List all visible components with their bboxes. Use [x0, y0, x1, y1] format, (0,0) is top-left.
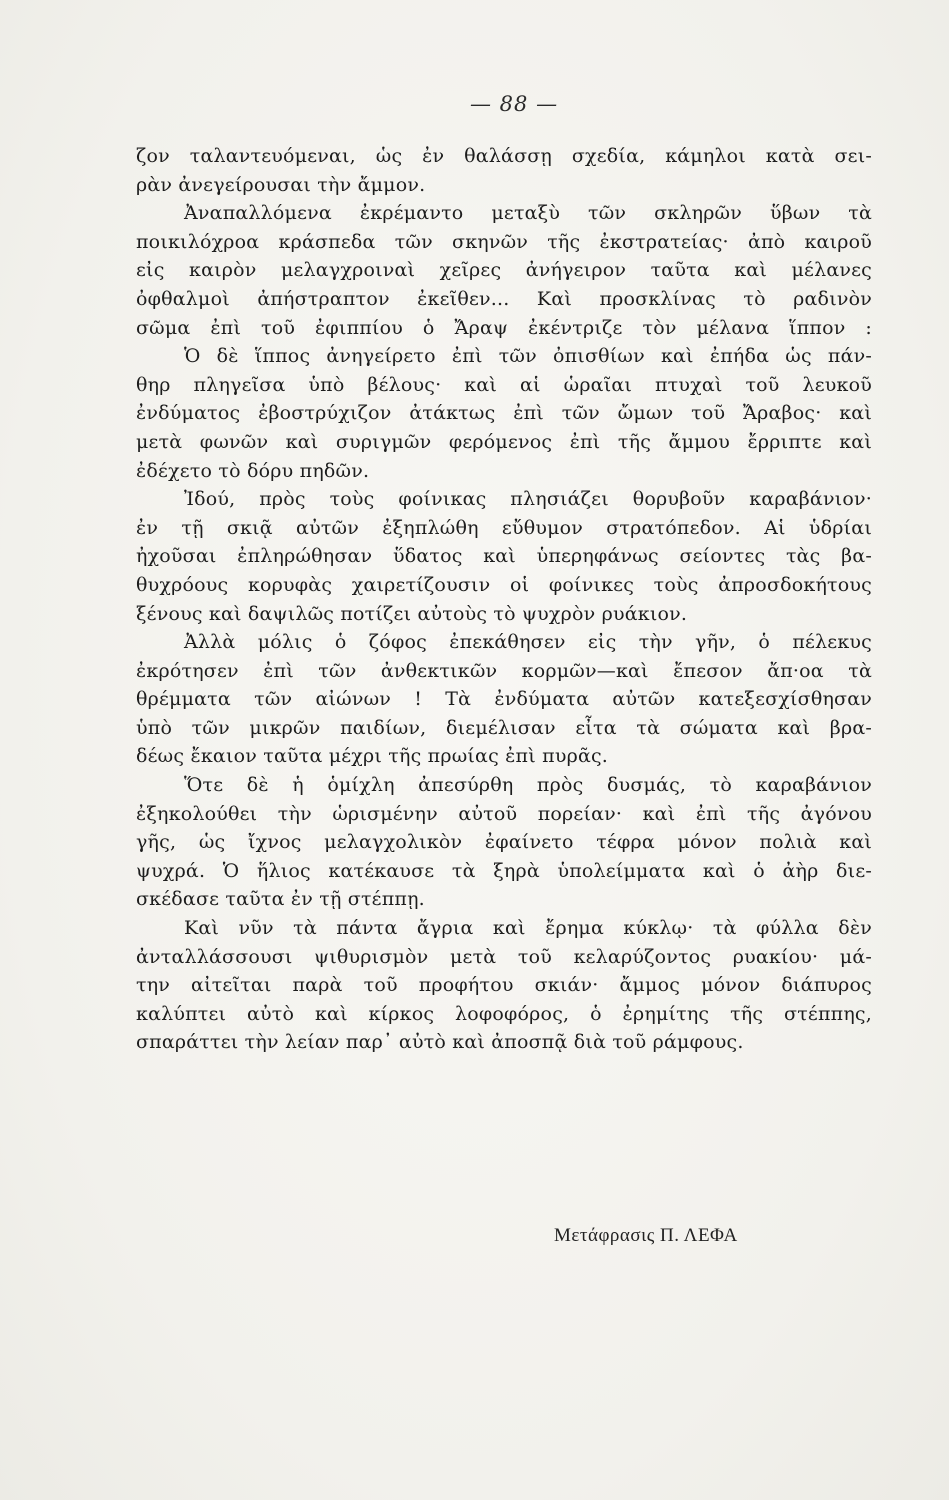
text-line: θρέμματα τῶν αἰώνων ! Τὰ ἐνδύματα αὐτῶν κατεξεσχίσθησαν — [136, 688, 872, 711]
page-number: — 88 — — [470, 92, 559, 116]
text-line: ἐν τῇ σκιᾷ αὐτῶν ἐξηπλώθη εὔθυμον στρατόπεδον. Αἱ ὑδρίαι — [136, 516, 872, 539]
text-line: θυχρόους κορυφὰς χαιρετίζουσιν οἱ φοίνικες τοὺς ἀπροσδοκήτους — [136, 573, 872, 596]
text-line: μετὰ φωνῶν καὶ συριγμῶν φερόμενος ἐπὶ τῆς ἄμμου ἔρριπτε καὶ — [136, 430, 872, 453]
text-line: την αἰτεῖται παρὰ τοῦ προφήτου σκιάν· ἄμμος μόνον διάπυρος — [136, 974, 872, 997]
paragraph-start-line: Ὁ δὲ ἵππος ἀνηγείρετο ἐπὶ τῶν ὀπισθίων καὶ ἐπήδα ὡς πάν- — [184, 345, 872, 368]
paragraph-start-line: Ἰδού, πρὸς τοὺς φοίνικας πλησιάζει θορυβοῦν καραβάνιον· — [184, 488, 872, 511]
text-line: ἐνδύματος ἐβοστρύχιζον ἀτάκτως ἐπὶ τῶν ὤμων τοῦ Ἄραβος· καὶ — [136, 402, 872, 425]
paragraph-start-line: Ἀλλὰ μόλις ὁ ζόφος ἐπεκάθησεν εἰς τὴν γῆν, ὁ πέλεκυς — [184, 631, 872, 654]
text-line: θηρ πληγεῖσα ὑπὸ βέλους· καὶ αἱ ὡραῖαι πτυχαὶ τοῦ λευκοῦ — [136, 373, 872, 396]
paragraph-start-line: Ἀναπαλλόμενα ἐκρέμαντο μεταξὺ τῶν σκληρῶν ὕβων τὰ — [184, 202, 872, 225]
text-line: καλύπτει αὐτὸ καὶ κίρκος λοφοφόρος, ὁ ἐρημίτης τῆς στέππης, — [136, 1002, 872, 1025]
text-line: ὑπὸ τῶν μικρῶν παιδίων, διεμέλισαν εἶτα τὰ σώματα καὶ βρα- — [136, 716, 872, 739]
text-line: γῆς, ὡς ἴχνος μελαγχολικὸν ἐφαίνετο τέφρα μόνον πολιὰ καὶ — [136, 831, 872, 854]
text-line: ξένους καὶ δαψιλῶς ποτίζει αὐτοὺς τὸ ψυχρὸν ρυάκιον. — [136, 602, 688, 625]
text-line: ζον ταλαντευόμεναι, ὡς ἐν θαλάσσῃ σχεδία, κάμηλοι κατὰ σει- — [136, 145, 872, 167]
text-line: ἀνταλλάσσουσι ψιθυρισμὸν μετὰ τοῦ κελαρύζοντος ρυακίου· μά- — [136, 945, 872, 968]
body-text — [136, 142, 872, 1057]
text-line: ἐδέχετο τὸ δόρυ πηδῶν. — [136, 459, 370, 482]
text-line: ἐκρότησεν ἐπὶ τῶν ἀνθεκτικῶν κορμῶν—καὶ ἔπεσον ἄπ·οα τὰ — [136, 659, 872, 682]
paragraph-start-line: Ὅτε δὲ ἡ ὁμίχλη ἀπεσύρθη πρὸς δυσμάς, τὸ καραβάνιον — [184, 774, 872, 797]
text-line: εἰς καιρὸν μελαγχροιναὶ χεῖρες ἀνήγειρον ταῦτα καὶ μέλανες — [136, 259, 872, 282]
text-line: ψυχρά. Ὁ ἥλιος κατέκαυσε τὰ ξηρὰ ὑπολείμματα καὶ ὁ ἀὴρ διε- — [136, 859, 872, 882]
text-line: ὀφθαλμοὶ ἀπήστραπτον ἐκεῖθεν... Καὶ προσκλίνας τὸ ραδινὸν — [136, 287, 872, 310]
text-line: σπαράττει τὴν λείαν παρ᾽ αὐτὸ καὶ ἀποσπᾷ διὰ τοῦ ράμφους. — [136, 1031, 744, 1054]
translator-signature: Μετάφρασις Π. ΛΕΦΑ — [554, 1225, 738, 1246]
text-line: δέως ἔκαιον ταῦτα μέχρι τῆς πρωίας ἐπὶ πυρᾶς. — [136, 745, 609, 768]
text-line: ἠχοῦσαι ἐπληρώθησαν ὕδατος καὶ ὑπερηφάνως σείοντες τὰς βα- — [136, 545, 872, 568]
text-line: ρὰν ἀνεγείρουσαι τὴν ἄμμον. — [136, 173, 426, 196]
text-line: σκέδασε ταῦτα ἐν τῇ στέππῃ. — [136, 888, 425, 911]
text-line: ἐξηκολούθει τὴν ὡρισμένην αὐτοῦ πορείαν· καὶ ἐπὶ τῆς ἀγόνου — [136, 802, 872, 825]
paragraph-start-line: Καὶ νῦν τὰ πάντα ἄγρια καὶ ἔρημα κύκλῳ· τὰ φύλλα δὲν — [184, 917, 872, 940]
text-line: σῶμα ἐπὶ τοῦ ἐφιππίου ὁ Ἄραψ ἐκέντριζε τὸν μέλανα ἵππον : — [136, 316, 872, 339]
text-line: ποικιλόχροα κράσπεδα τῶν σκηνῶν τῆς ἐκστρατείας· ἀπὸ καιροῦ — [136, 230, 872, 253]
